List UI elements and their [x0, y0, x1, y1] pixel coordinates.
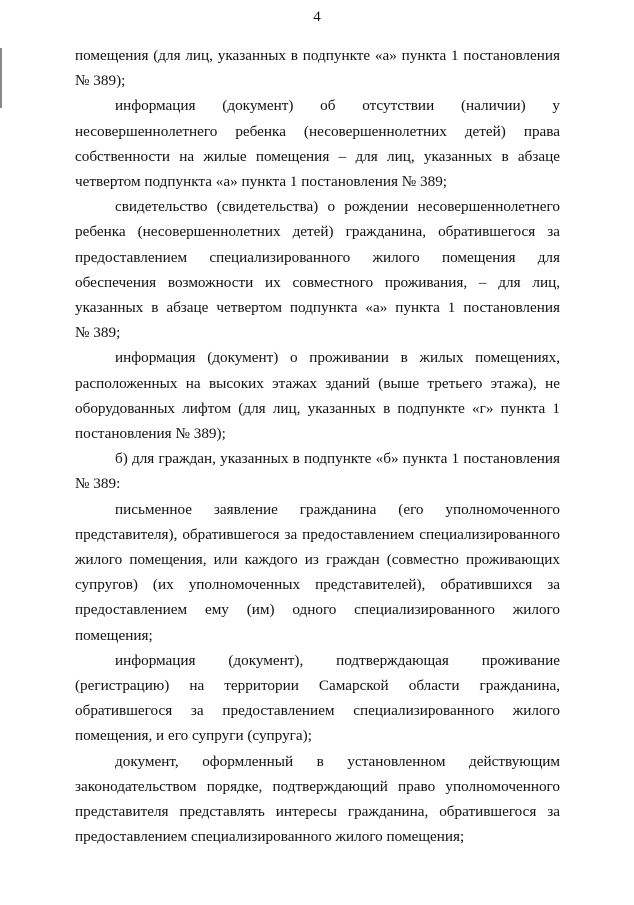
text-line: письменное заявление гражданина (его уполномоченного [115, 500, 560, 518]
paragraph [75, 446, 560, 496]
text-line: б) для граждан, указанных в подпункте «б» пункта 1 постановления [115, 450, 560, 468]
text-line: обратившегося за предоставлением специализированного жилого [75, 702, 560, 720]
text-line: информация (документ) об отсутствии (наличии) у [115, 97, 560, 115]
scan-mark [0, 48, 2, 108]
paragraph [75, 194, 560, 345]
text-line: указанных в абзаце четвертом подпункта «а» пункта 1 постановления [75, 299, 560, 317]
paragraph [75, 648, 560, 749]
text-line: информация (документ), подтверждающая проживание [115, 651, 560, 669]
text-line: несовершеннолетнего ребенка (несовершеннолетних детей) права [75, 122, 560, 140]
text-line: обеспечения возможности их совместного проживания, – для лиц, [75, 273, 560, 291]
paragraph [75, 345, 560, 446]
text-line: расположенных на высоких этажах зданий (выше третьего этажа), не [75, 374, 560, 392]
text-line: постановления № 389); [75, 425, 226, 443]
text-line: собственности на жилые помещения – для лиц, указанных в абзаце [75, 147, 560, 165]
text-line: жилого помещения, или каждого из граждан (совместно проживающих [75, 551, 560, 569]
text-line: документ, оформленный в установленном действующим [115, 752, 560, 770]
text-line: четвертом подпункта «а» пункта 1 постановления № 389; [75, 173, 448, 191]
text-line: № 389; [75, 324, 121, 342]
text-line: № 389: [75, 475, 121, 493]
text-line: супругов) (их уполномоченных представителей), обратившихся за [75, 576, 560, 594]
text-line: предоставлением ему (им) одного специализированного жилого [75, 601, 560, 619]
text-line: предоставлением специализированного жилого помещения для [75, 248, 560, 266]
text-line: предоставлением специализированного жилого помещения; [75, 828, 465, 846]
text-line: оборудованных лифтом (для лиц, указанных в подпункте «г» пункта 1 [75, 399, 560, 417]
paragraph [75, 93, 560, 194]
paragraph [75, 497, 560, 648]
page-number: 4 [313, 9, 321, 25]
document-body [75, 43, 560, 850]
text-line: информация (документ) о проживании в жилых помещениях, [115, 349, 560, 367]
text-line: помещения; [75, 626, 153, 644]
text-line: помещения, и его супруги (супруга); [75, 727, 312, 745]
text-line: помещения (для лиц, указанных в подпункте «а» пункта 1 постановления [75, 47, 560, 64]
text-line: ребенка (несовершеннолетних детей) гражданина, обратившегося за [75, 223, 560, 241]
text-line: свидетельство (свидетельства) о рождении несовершеннолетнего [115, 198, 560, 216]
paragraph [75, 43, 560, 93]
text-line: (регистрацию) на территории Самарской области гражданина, [75, 677, 560, 695]
text-line: № 389); [75, 72, 126, 90]
text-line: законодательством порядке, подтверждающий право уполномоченного [75, 777, 560, 795]
paragraph [75, 749, 560, 850]
text-line: представителя представлять интересы гражданина, обратившегося за [75, 803, 560, 821]
text-line: представителя), обратившегося за предоставлением специализированного [75, 525, 560, 543]
